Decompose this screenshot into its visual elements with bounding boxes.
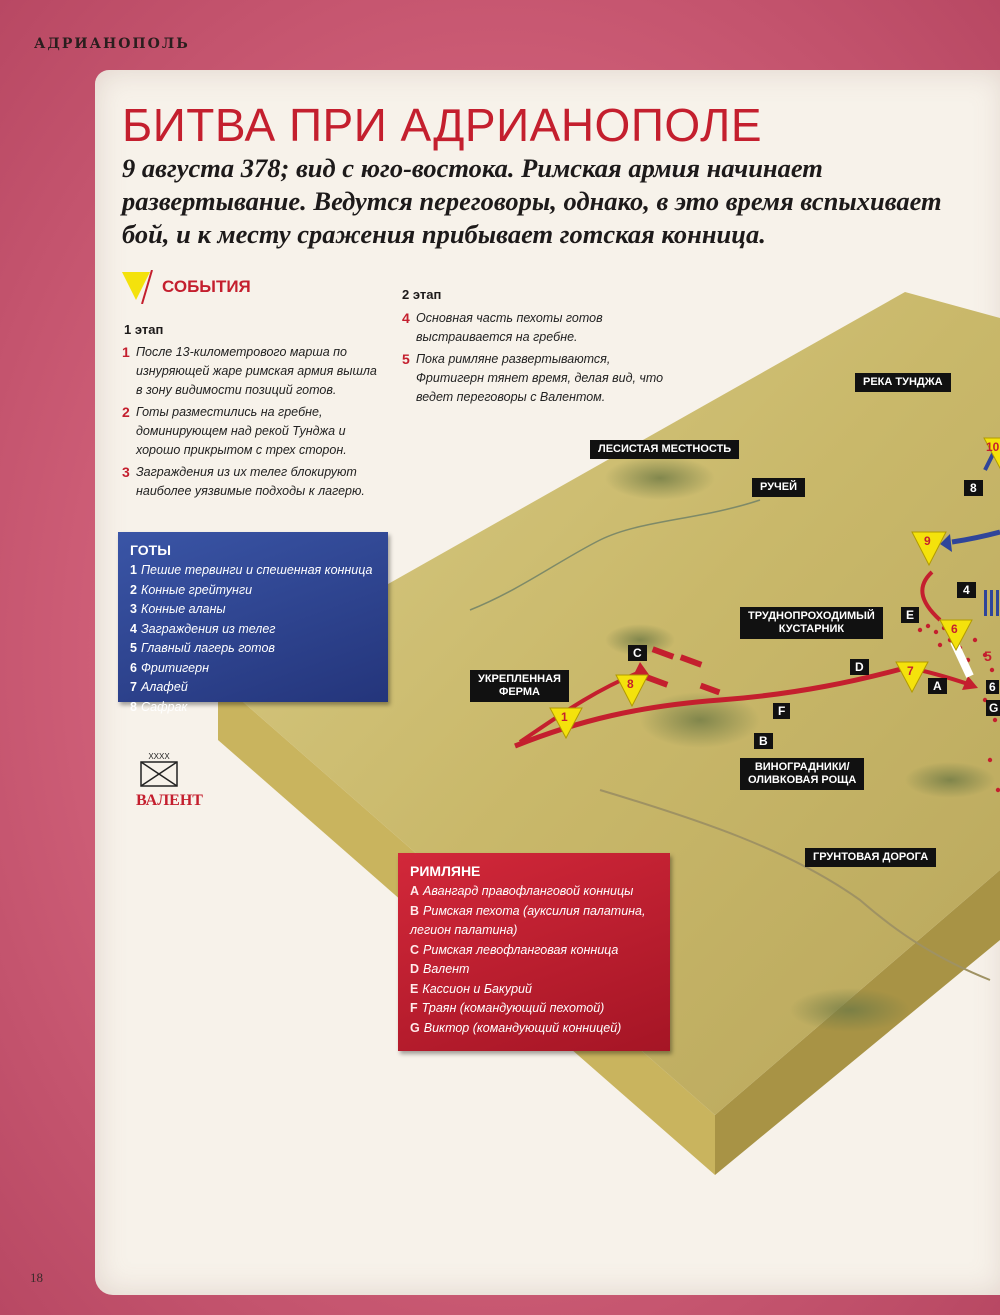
roman-marker-g: G — [986, 700, 1000, 716]
events-triangle-icon — [122, 270, 156, 304]
roman-marker-c: C — [628, 645, 647, 661]
event-item: 3 Заграждения из их телег блокируют наиболее уязвимые подходы к лагерю. — [122, 464, 365, 498]
label-thicket-line2: КУСТАРНИК — [778, 623, 845, 635]
goths-legend — [118, 532, 388, 714]
label-vineyards — [740, 758, 864, 790]
label-forest: ЛЕСИСТАЯ МЕСТНОСТЬ — [590, 440, 739, 459]
goth-marker-6-label: 6 — [951, 622, 958, 636]
romans-legend-title: РИМЛЯНЕ — [410, 863, 481, 879]
events-heading — [122, 270, 251, 304]
event-item: 2 Готы разместились на гребне, доминирующем над рекой Тунджа и хорошо прикрытом с трех сторон. — [122, 404, 347, 457]
romans-legend-item: F Траян (командующий пехотой) — [410, 1001, 605, 1015]
goth-marker-9-label: 9 — [924, 534, 931, 548]
goth-square-6: 6 — [986, 680, 999, 694]
goth-marker-7-label: 7 — [907, 664, 914, 678]
goth-marker-8-label: 8 — [627, 677, 634, 691]
romans-legend-item: C Римская левофланговая конница — [410, 942, 619, 957]
army-unit-icon — [140, 761, 178, 787]
goth-square-4: 4 — [957, 582, 976, 598]
grove-patch — [905, 762, 995, 798]
forest-patch — [605, 456, 715, 500]
goths-legend-item: 8 Сафрак — [130, 699, 188, 714]
goths-legend-item: 7 Алафей — [130, 680, 188, 694]
goth-marker-10-label: 10 — [986, 440, 1000, 454]
romans-legend-item: D Валент — [410, 962, 470, 976]
label-river: РЕКА ТУНДЖА — [855, 373, 951, 392]
event-item: 4 Основная часть пехоты готов выстраивается на гребне. — [402, 310, 603, 344]
romans-legend-item: A Авангард правофланговой конницы — [410, 884, 634, 898]
goth-square-8: 8 — [964, 480, 983, 496]
goths-legend-item: 3 Конные аланы — [130, 602, 226, 616]
label-vineyards-line1: ВИНОГРАДНИКИ/ — [754, 761, 850, 773]
valent-symbol-text: XXXX — [148, 752, 170, 761]
goths-legend-item: 2 Конные грейтунги — [130, 582, 253, 597]
stage2-label: 2 этап — [402, 287, 442, 302]
romans-legend-item: B Римская пехота (ауксилия палатина, легион палатина) — [410, 903, 646, 937]
page-number: 18 — [30, 1270, 43, 1285]
romans-legend — [398, 853, 670, 1051]
grove-patch — [790, 988, 910, 1032]
valent-army-symbol — [140, 752, 178, 792]
goth-marker-1-label: 1 — [561, 710, 568, 724]
events-title: СОБЫТИЯ — [162, 277, 251, 296]
romans-legend-item: G Виктор (командующий конницей) — [410, 1020, 622, 1035]
label-thicket — [740, 607, 883, 639]
roman-marker-b: B — [754, 733, 773, 749]
label-farm — [470, 670, 569, 702]
roman-marker-e: E — [901, 607, 919, 623]
goths-legend-item: 5 Главный лагерь готов — [130, 641, 275, 655]
label-stream: РУЧЕЙ — [752, 478, 805, 497]
valent-label: ВАЛЕНТ — [136, 792, 203, 809]
roman-marker-d: D — [850, 659, 869, 675]
event-item: 5 Пока римляне развертываются, Фритигерн тянет время, делая вид, что ведет переговоры с Валентом. — [402, 351, 664, 404]
goths-legend-item: 4 Заграждения из телег — [130, 621, 276, 636]
stage2-list — [402, 309, 664, 410]
goths-legend-item: 6 Фритигерн — [130, 660, 209, 675]
page-title: БИТВА ПРИ АДРИАНОПОЛЕ — [122, 99, 763, 151]
goth-square-5: 5 — [984, 648, 992, 664]
stage1-label: 1 этап — [124, 322, 164, 337]
running-head: АДРИАНОПОЛЬ — [34, 36, 190, 52]
label-farm-line1: УКРЕПЛЕННАЯ — [478, 673, 561, 685]
label-thicket-line1: ТРУДНОПРОХОДИМЫЙ — [748, 610, 875, 622]
roman-marker-f: F — [773, 703, 790, 719]
roman-marker-a: A — [928, 678, 947, 694]
goth-infantry — [984, 590, 999, 616]
stage1-list — [122, 343, 380, 504]
goths-legend-title: ГОТЫ — [130, 542, 171, 558]
page-subtitle: 9 августа 378; вид с юго-востока. Римская армия начинает развертывание. Ведутся переговоры, однако, в это время вспыхивает бой, и к месту сражения прибывает готская конница. — [122, 153, 942, 249]
label-vineyards-line2: ОЛИВКОВАЯ РОЩА — [748, 774, 857, 786]
event-item: 1 После 13-километрового марша по изнуряющей жаре римская армия вышла в зону видимости позиций готов. — [122, 344, 377, 397]
label-farm-line2: ФЕРМА — [498, 686, 540, 698]
goths-legend-item: 1 Пешие тервинги и спешенная конница — [130, 563, 373, 577]
label-road: ГРУНТОВАЯ ДОРОГА — [805, 848, 936, 867]
romans-legend-item: E Кассион и Бакурий — [410, 981, 532, 996]
